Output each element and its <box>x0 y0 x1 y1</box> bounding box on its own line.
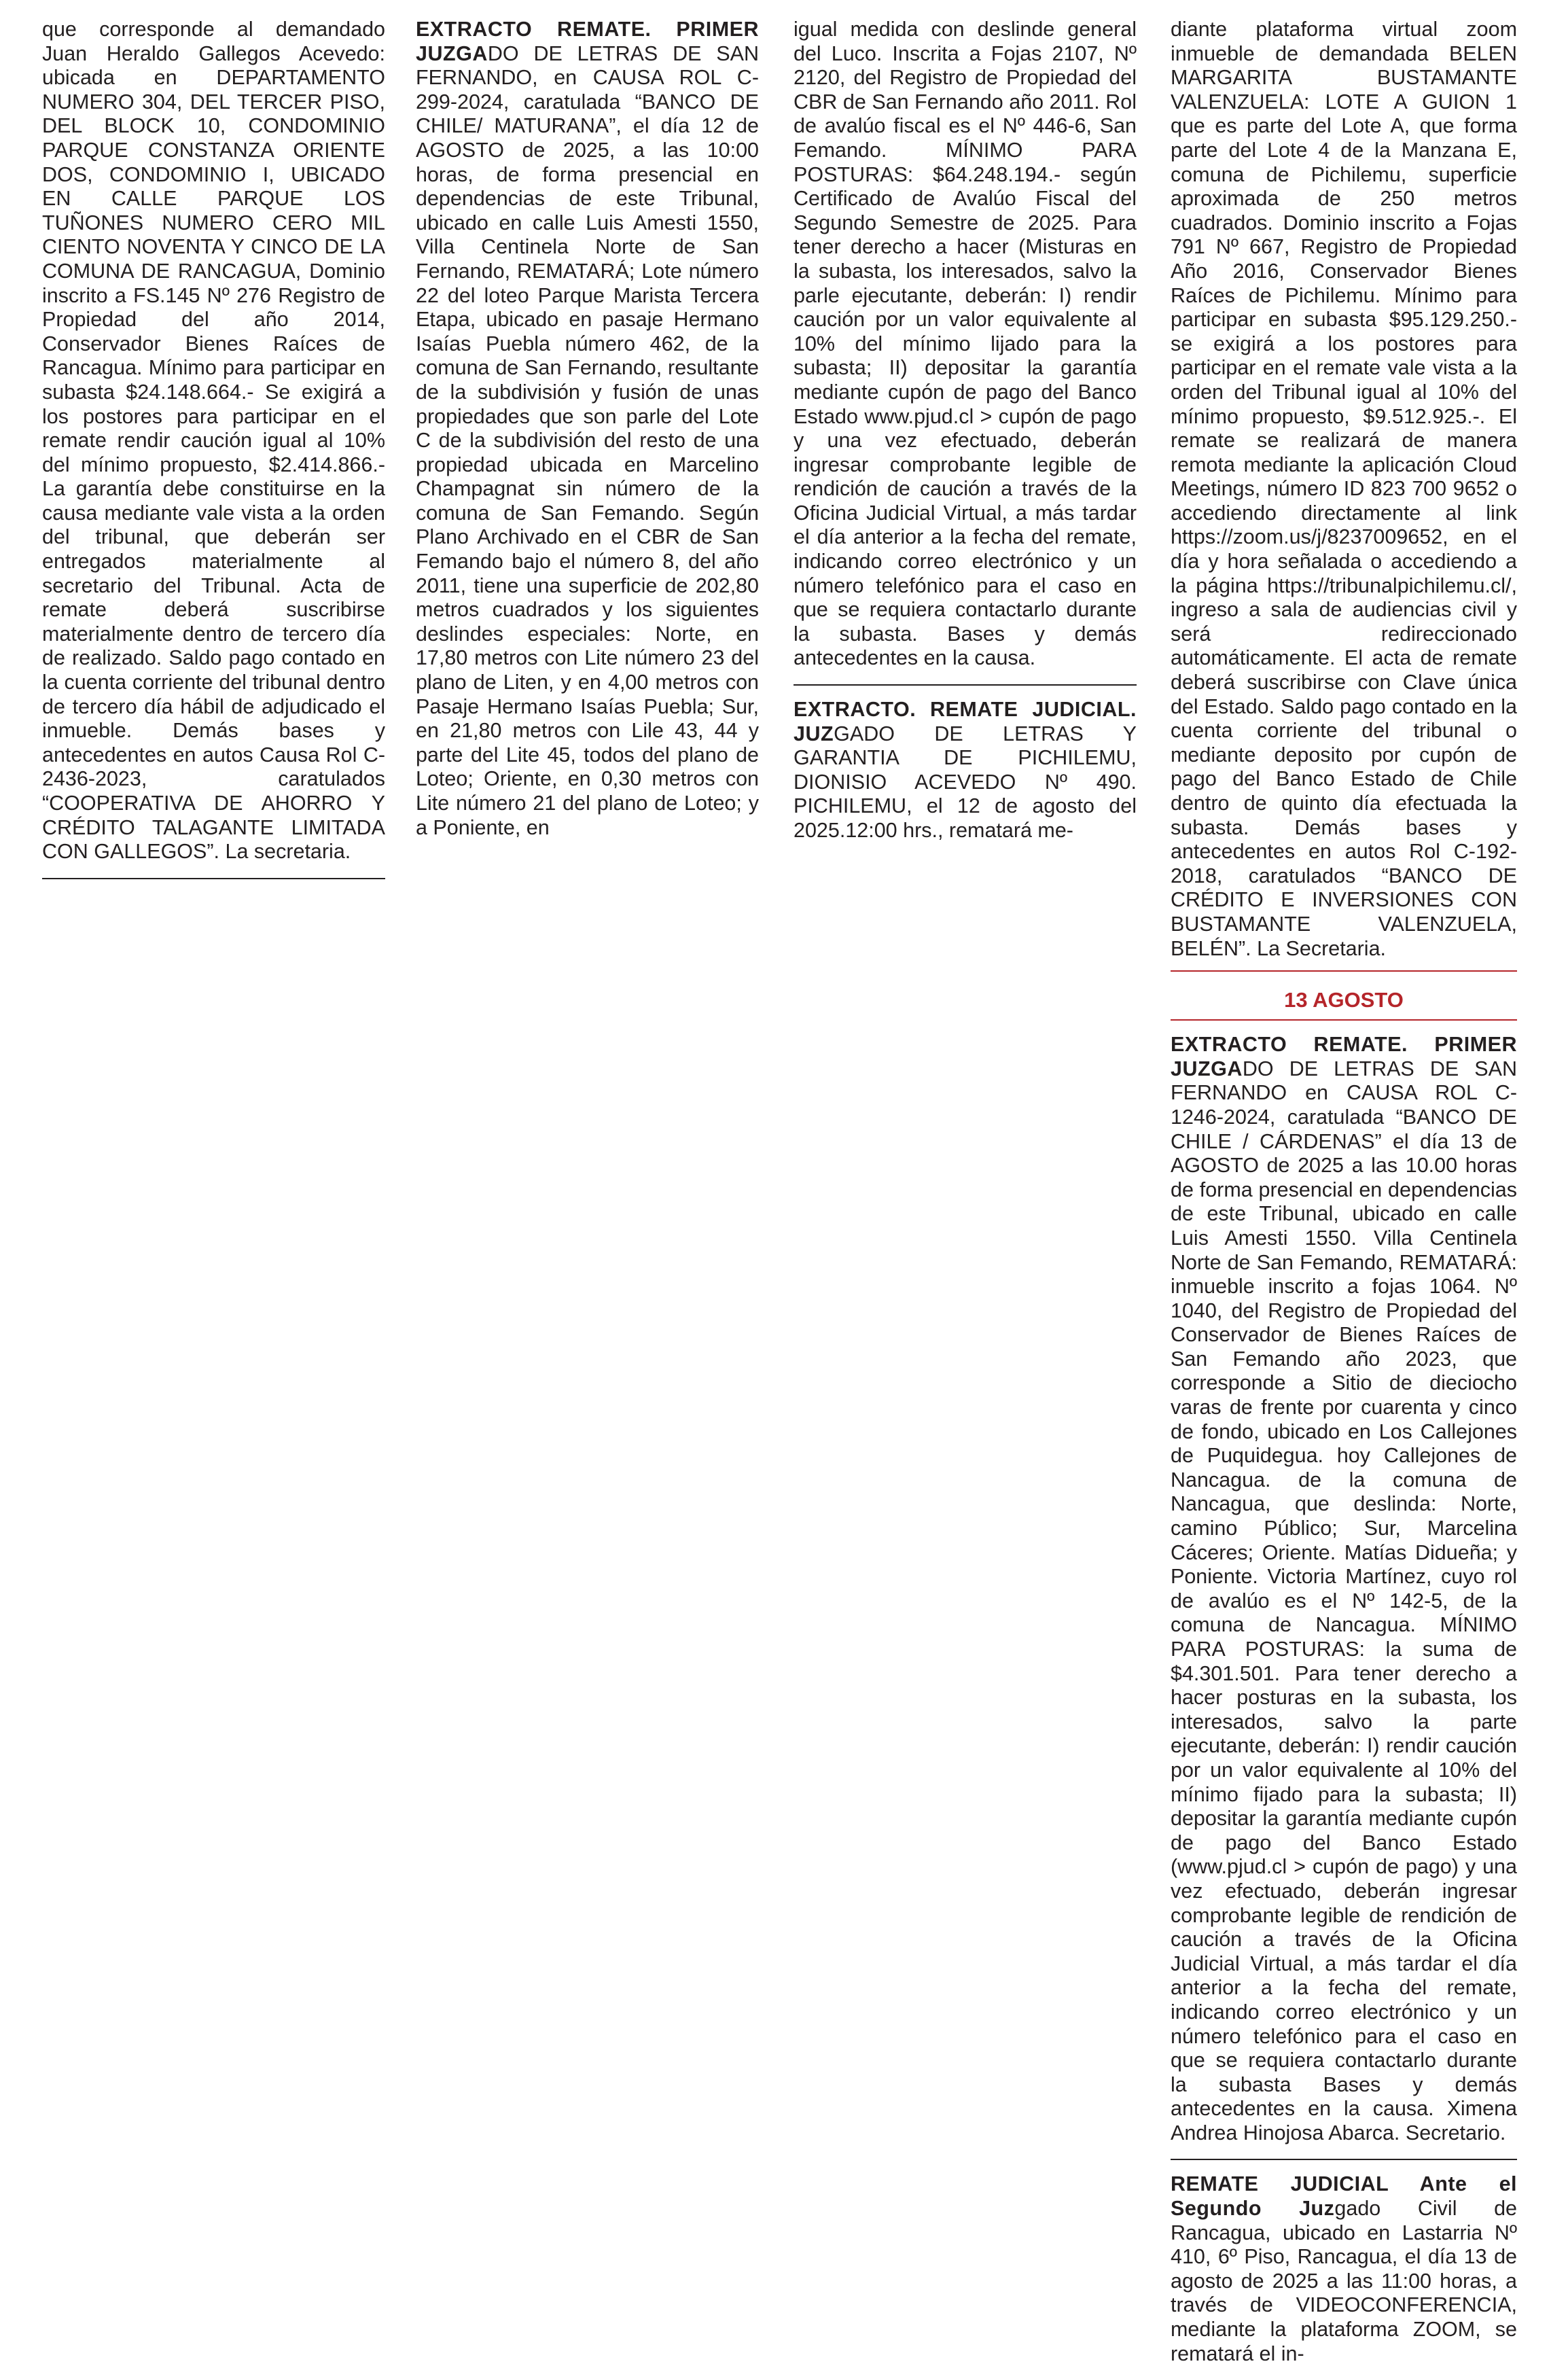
notice-divider <box>794 684 1137 686</box>
notice-divider <box>42 878 385 879</box>
column-1 <box>42 18 385 891</box>
notice-heading: EXTRACTO. REMATE JUDICIAL. JUZ <box>794 698 1137 745</box>
notice-text: igual medida con deslinde general del Luco. Inscrita a Fojas 2107, Nº 2120, del Registro de Propiedad del CBR de San Fernando año 2011. Rol de avalúo fiscal es el Nº 446-6, San Femando. MÍNIMO PARA POSTURAS: $64.248.194.- según Certificado de Avalúo Fiscal del Segundo Semestre de 2025. Para tener derecho a hacer (Misturas en la subasta, los interesados, salvo la parle ejecutante, deberán: I) rendir caución por un valor equivalente al 10% del mínimo lijado para la subasta; II) depositar la garantía mediante cupón de pago del Banco Estado www.pjud.cl > cupón de pago y una vez efectuado, deberán ingresar comprobante legible de rendición de caución a través de la Oficina Judicial Virtual, a más tardar el día anterior a la fecha del remate, indicando correo electrónico y un número telefónico para el caso en que se requiera contactarlo durante la subasta. Bases y demás antecedentes en la causa. <box>794 18 1137 670</box>
column-2 <box>416 18 759 840</box>
column-3 <box>794 18 1137 843</box>
column-4 <box>1171 18 1517 2366</box>
date-rule-bottom <box>1171 1019 1517 1021</box>
notice-heading: EXTRACTO REMATE. PRIMER JUZGA <box>416 18 759 65</box>
notice-text: diante plataforma virtual zoom inmueble de demandada BELEN MARGARITA BUSTAMANTE VALENZUELA: LOTE A GUION 1 que es parte del Lote A, que forma parte del Lote 4 de la Manzana E, comuna de Pichilemu, superficie aproximada de 250 metros cuadrados. Dominio inscrito a Fojas 791 Nº 667, Registro de Propiedad Año 2016, Conservador Bienes Raíces de Pichilemu. Mínimo para participar en subasta $95.129.250.- se exigirá a los postores para participar en el remate vale vista a la orden del Tribunal igual al 10% del mínimo propuesto, $9.512.925.-. El remate se realizará de manera remota mediante la aplicación Cloud Meetings, número ID 823 700 9652 o accediendo directamente al link https://zoom.us/j/8237009652, en el día y hora señalada o accediendo a la página https://tribunalpichilemu.cl/, ingreso a sala de audiencias civil y será redireccionado automáticamente. El acta de remate deberá suscribirse con Clave única del Estado. Saldo pago contado en la cuenta corriente del tribunal o mediante deposito por cupón de pago del Banco Estado de Chile dentro de quinto día efectuada la subasta. Demás bases y antecedentes en autos Rol C-192-2018, caratulados “BANCO DE CRÉDITO E INVERSIONES CON BUSTAMANTE VALENZUELA, BELÉN”. La Secretaria. <box>1171 18 1517 960</box>
notice-heading: REMATE JUDICIAL Ante el Segundo Juz <box>1171 2172 1517 2221</box>
notice-text: que corresponde al demandado Juan Heraldo Gallegos Acevedo: ubicada en DEPARTAMENTO NUMERO 304, DEL TERCER PISO, DEL BLOCK 10, CONDOMINIO PARQUE CONSTANZA ORIENTE DOS, CONDOMINIO I, UBICADO EN CALLE PARQUE LOS TUÑONES NUMERO CERO MIL CIENTO NOVENTA Y CINCO DE LA COMUNA DE RANCAGUA, Dominio inscrito a FS.145 Nº 276 Registro de Propiedad del año 2014, Conservador Bienes Raíces de Rancagua. Mínimo para participar en subasta $24.148.664.- Se exigirá a los postores para participar en el remate rendir caución igual al 10% del mínimo propuesto, $2.414.866.-La garantía debe constituirse en la causa mediante vale vista a la orden del tribunal, que deberán ser entregados materialmente al secretario del Tribunal. Acta de remate deberá suscribirse materialmente dentro de tercero día de realizado. Saldo pago contado en la cuenta corriente del tribunal dentro de tercero día hábil de adjudicado el inmueble. Demás bases y antecedentes en autos Causa Rol C-2436-2023, caratulados “COOPERATIVA DE AHORRO Y CRÉDITO TALAGANTE LIMITADA CON GALLEGOS”. La secretaria. <box>42 18 385 864</box>
notice-heading: EXTRACTO REMATE. PRIMER JUZGA <box>1171 1033 1517 1080</box>
notice-divider <box>1171 2159 1517 2160</box>
date-heading: 13 AGOSTO <box>1284 988 1404 1012</box>
notice-text: EXTRACTO REMATE. PRIMER JUZGADO DE LETRAS DE SAN FERNANDO en CAUSA ROL C-1246-2024, caratulada “BANCO DE CHILE / CÁRDENAS” el día 13 de AGOSTO de 2025 a las 10.00 horas de forma presencial en dependencias de este Tribunal, ubicado en calle Luis Amesti 1550. Villa Centinela Norte de San Femando, REMATARÁ: inmueble inscrito a fojas 1064. Nº 1040, del Registro de Propiedad del Conservador de Bienes Raíces de San Femando año 2023, que corresponde a Sitio de dieciocho varas de frente por cuarenta y cinco de fondo, ubicado en Los Callejones de Puquidegua. hoy Callejones de Nancagua. de la comuna de Nancagua, que deslinda: Norte, camino Público; Sur, Marcelina Cáceres; Oriente. Matías Didueña; y Poniente. Victoria Martínez, cuyo rol de avalúo es el Nº 142-5, de la comuna de Nancagua. MÍNIMO PARA POSTURAS: la suma de $4.301.501. Para tener derecho a hacer posturas en la subasta, los interesados, salvo la parte ejecutante, deberán: I) rendir caución por un valor equivalente al 10% del mínimo fijado para la subasta; II) depositar la garantía mediante cupón de pago del Banco Estado (www.pjud.cl > cupón de pago) y una vez efectuado, deberán ingresar comprobante legible de rendición de caución a través de la Oficina Judicial Virtual, a más tardar el día anterior a la fecha del remate, indicando correo electrónico y un número telefónico para el caso en que se requiera contactarlo durante la subasta Bases y demás antecedentes en la causa. Ximena Andrea Hinojosa Abarca. Secretario. <box>1171 1033 1517 2144</box>
notice-text: EXTRACTO REMATE. PRIMER JUZGADO DE LETRAS DE SAN FERNANDO, en CAUSA ROL C-299-2024, caratulada “BANCO DE CHILE/ MATURANA”, el día 12 de AGOSTO de 2025, a las 10:00 horas, de forma presencial en dependencias de este Tribunal, ubicado en calle Luis Amesti 1550, Villa Centinela Norte de San Fernando, REMATARÁ; Lote número 22 del loteo Parque Marista Tercera Etapa, ubicado en pasaje Hermano Isaías Puebla número 462, de la comuna de San Fernando, resultante de la subdivisión y fusión de unas propiedades que son parle del Lote C de la subdivisión del resto de una propiedad ubicada en Marcelino Champagnat sin número de la comuna de San Femando. Según Plano Archivado en el CBR de San Femando bajo el número 8, del año 2011, tiene una superficie de 202,80 metros cuadrados y los siguientes deslindes especiales: Norte, en 17,80 metros con Lite número 23 del plano de Liten, y en 4,00 metros con Pasaje Hermano Isaías Puebla; Sur, en 21,80 metros con Lile 43, 44 y parte del Lite 45, todos del plano de Loteo; Oriente, en 0,30 metros con Lite número 21 del plano de Loteo; y a Poniente, en <box>416 18 759 839</box>
notice-text: REMATE JUDICIAL Ante el Segundo Juzgado Civil de Rancagua, ubicado en Lastarria Nº 410, 6º Piso, Rancagua, el día 13 de agosto de 2025 a las 11:00 horas, a través de VIDEOCONFERENCIA, mediante la plataforma ZOOM, se rematará el in- <box>1171 2172 1518 2365</box>
notice-text: EXTRACTO. REMATE JUDICIAL. JUZGADO DE LETRAS Y GARANTIA DE PICHILEMU, DIONISIO ACEVEDO Nº 490. PICHILEMU, el 12 de agosto del 2025.12:00 hrs., rematará me- <box>794 698 1137 842</box>
